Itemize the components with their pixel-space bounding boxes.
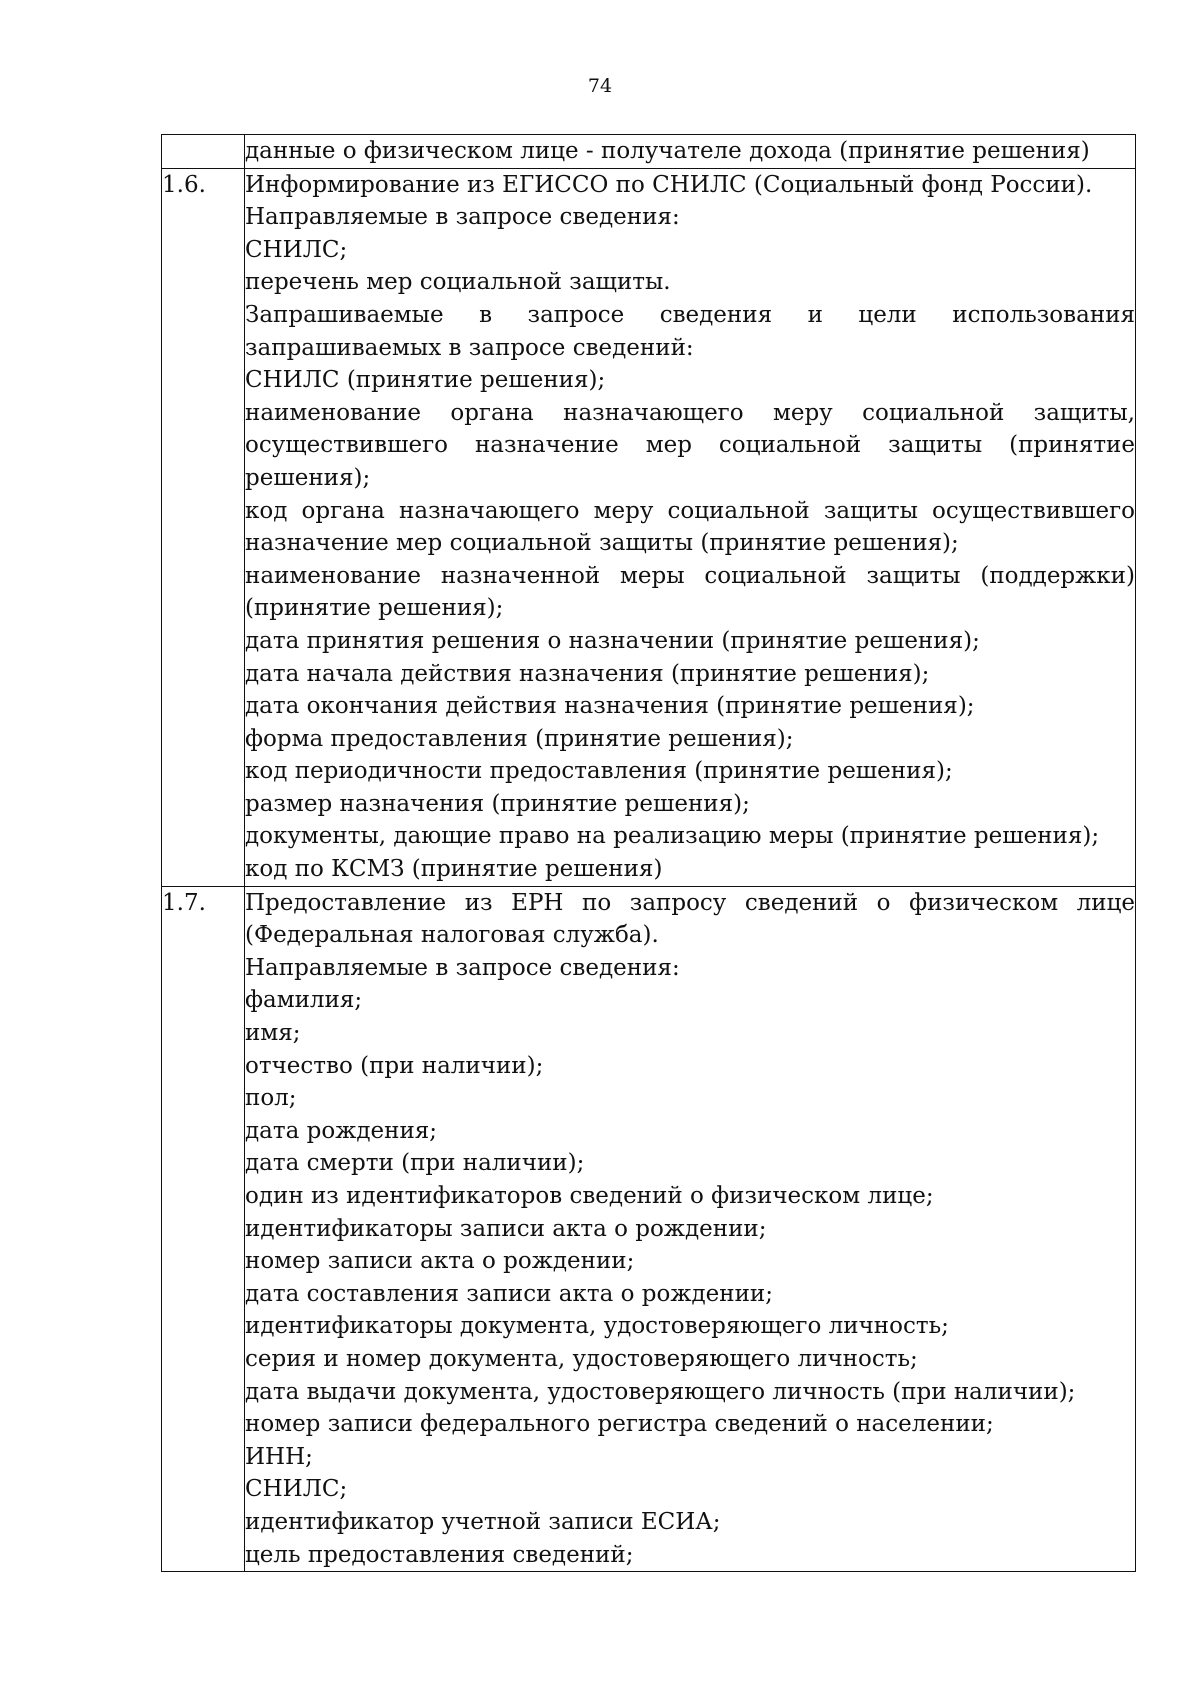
document-table-body xyxy=(162,135,1136,1572)
cell-paragraph: номер записи федерального регистра сведений о населении; xyxy=(245,1411,994,1438)
cell-paragraph: имя; xyxy=(245,1020,301,1047)
document-table xyxy=(161,134,1136,1572)
cell-paragraph: дата выдачи документа, удостоверяющего личность (при наличии); xyxy=(245,1378,1076,1405)
row-number-cell: 1.6. xyxy=(162,168,245,886)
cell-paragraph: дата начала действия назначения (принятие решения); xyxy=(245,660,930,687)
cell-paragraph: ИНН; xyxy=(245,1443,313,1470)
cell-paragraph: код органа назначающего меру социальной защиты осуществившего назначение мер социальной защиты (принятие решения); xyxy=(245,497,1135,557)
cell-paragraph: Запрашиваемые в запросе сведения и цели использования запрашиваемых в запросе сведений: xyxy=(245,301,1135,361)
cell-paragraph: СНИЛС; xyxy=(245,1476,348,1503)
table-row xyxy=(162,168,1136,886)
cell-paragraph: Направляемые в запросе сведения: xyxy=(245,204,680,231)
cell-paragraph: наименование органа назначающего меру социальной защиты, осуществившего назначение мер социальной защиты (принятие решения); xyxy=(245,399,1135,491)
cell-paragraph: серия и номер документа, удостоверяющего личность; xyxy=(245,1345,918,1372)
row-content-cell xyxy=(245,886,1136,1571)
cell-paragraph: пол; xyxy=(245,1085,297,1112)
cell-paragraph: Направляемые в запросе сведения: xyxy=(245,954,680,981)
row-content-cell xyxy=(245,168,1136,886)
cell-paragraph: данные о физическом лице - получателе дохода (принятие решения) xyxy=(245,138,1090,164)
cell-paragraph: идентификаторы записи акта о рождении; xyxy=(245,1215,767,1242)
cell-paragraph: дата составления записи акта о рождении; xyxy=(245,1280,773,1307)
table-row xyxy=(162,135,1136,169)
cell-paragraph: СНИЛС (принятие решения); xyxy=(245,367,606,394)
cell-paragraph: размер назначения (принятие решения); xyxy=(245,790,750,817)
cell-paragraph: номер записи акта о рождении; xyxy=(245,1248,635,1275)
cell-paragraph: дата окончания действия назначения (принятие решения); xyxy=(245,693,975,720)
row-content-cell xyxy=(245,135,1136,169)
cell-paragraph: дата смерти (при наличии); xyxy=(245,1150,585,1177)
row-number-cell xyxy=(162,135,245,169)
page-number: 74 xyxy=(587,75,613,97)
cell-paragraph: один из идентификаторов сведений о физическом лице; xyxy=(245,1183,934,1209)
cell-paragraph: форма предоставления (принятие решения); xyxy=(245,725,794,752)
cell-paragraph: идентификатор учетной записи ЕСИА; xyxy=(245,1508,721,1535)
row-number-cell: 1.7. xyxy=(162,886,245,1571)
cell-paragraph: документы, дающие право на реализацию меры (принятие решения); xyxy=(245,823,1100,850)
cell-paragraph: дата принятия решения о назначении (принятие решения); xyxy=(245,627,980,654)
cell-paragraph: наименование назначенной меры социальной защиты (поддержки) (принятие решения); xyxy=(245,562,1135,622)
cell-paragraph: фамилия; xyxy=(245,987,363,1014)
cell-paragraph: отчество (при наличии); xyxy=(245,1052,544,1079)
cell-paragraph: СНИЛС; xyxy=(245,236,348,263)
cell-paragraph: перечень мер социальной защиты. xyxy=(245,269,671,296)
table-row xyxy=(162,886,1136,1571)
cell-paragraph: цель предоставления сведений; xyxy=(245,1541,634,1568)
cell-paragraph: дата рождения; xyxy=(245,1117,438,1144)
cell-paragraph: Информирование из ЕГИССО по СНИЛС (Социальный фонд России). xyxy=(245,171,1093,198)
cell-paragraph: идентификаторы документа, удостоверяющего личность; xyxy=(245,1313,949,1340)
cell-paragraph: код периодичности предоставления (принятие решения); xyxy=(245,758,953,785)
cell-paragraph: Предоставление из ЕРН по запросу сведений о физическом лице (Федеральная налоговая служба). xyxy=(245,889,1135,949)
cell-paragraph: код по КСМЗ (принятие решения) xyxy=(245,856,663,883)
